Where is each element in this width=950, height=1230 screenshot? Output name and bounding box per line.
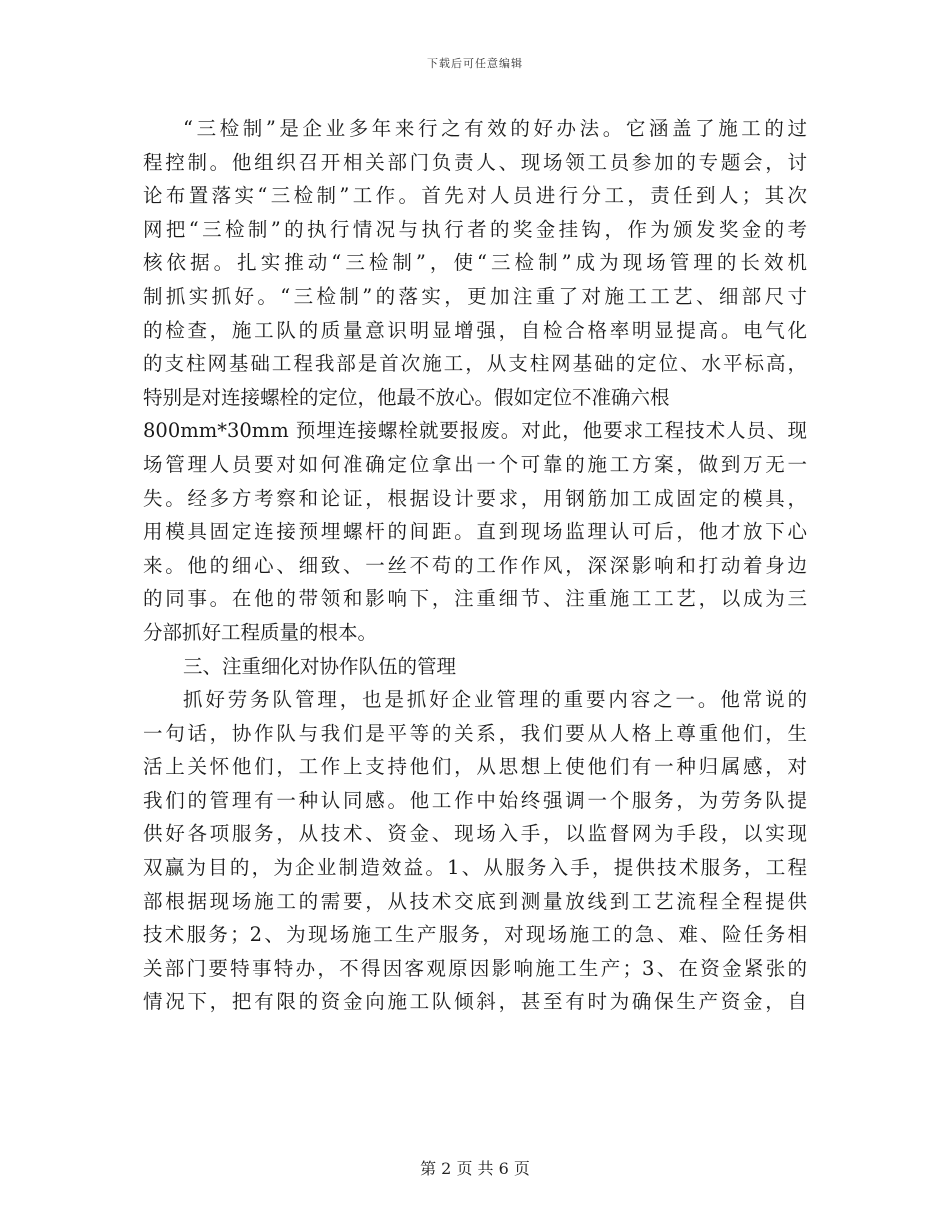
text-line: 技术服务；2、为现场施工生产服务，对现场施工的急、难、险任务相 [143, 923, 807, 947]
text-line: 程控制。他组织召开相关部门负责人、现场领工员参加的专题会，讨 [143, 150, 807, 174]
text-line: 的支柱网基础工程我部是首次施工，从支柱网基础的定位、水平标高， [143, 352, 807, 376]
text-line: 活上关怀他们，工作上支持他们，从思想上使他们有一种归属感，对 [143, 755, 807, 779]
document-body [143, 112, 807, 1019]
text-line: 双赢为目的，为企业制造效益。1、从服务入手，提供技术服务，工程 [143, 856, 807, 880]
text-line: 供好各项服务，从技术、资金、现场入手，以监督网为手段，以实现 [143, 822, 807, 846]
text-line: 论布置落实“三检制”工作。首先对人员进行分工，责任到人；其次 [143, 184, 807, 208]
text-line: 特别是对连接螺栓的定位，他最不放心。假如定位不准确六根 [143, 385, 670, 409]
text-line: 关部门要特事特办，不得因客观原因影响施工生产；3、在资金紧张的 [143, 956, 807, 980]
text-line: 情况下，把有限的资金向施工队倾斜，甚至有时为确保生产资金，自 [143, 990, 807, 1014]
text-line: 核依据。扎实推动“三检制”，使“三检制”成为现场管理的长效机 [143, 251, 807, 275]
section-heading: 三、注重细化对协作队伍的管理 [183, 654, 457, 678]
text-line: 部根据现场施工的需要，从技术交底到测量放线到工艺流程全程提供 [143, 889, 807, 913]
text-line: 800mm*30mm 预埋连接螺栓就要报废。对此，他要求工程技术人员、现 [143, 419, 807, 443]
text-line: 的检查，施工队的质量意识明显增强，自检合格率明显提高。电气化 [143, 318, 807, 342]
text-line: 用模具固定连接预埋螺杆的间距。直到现场监理认可后，他才放下心 [143, 520, 807, 544]
text-line: 分部抓好工程质量的根本。 [143, 620, 378, 644]
text-line: 失。经多方考察和论证，根据设计要求，用钢筋加工成固定的模具， [143, 486, 807, 510]
text-line: 制抓实抓好。“三检制”的落实，更加注重了对施工工艺、细部尺寸 [143, 284, 807, 308]
text-line: 来。他的细心、细致、一丝不苟的工作作风，深深影响和打动着身边 [143, 553, 807, 577]
text-line: 网把“三检制”的执行情况与执行者的奖金挂钩，作为颁发奖金的考 [143, 217, 807, 241]
text-line: 的同事。在他的带领和影响下，注重细节、注重施工工艺，以成为三 [143, 587, 807, 611]
text-line: 我们的管理有一种认同感。他工作中始终强调一个服务，为劳务队提 [143, 788, 807, 812]
text-line: 场管理人员要对如何准确定位拿出一个可靠的施工方案，做到万无一 [143, 452, 807, 476]
page-header-note: 下载后可任意编辑 [427, 57, 523, 70]
text-line: 抓好劳务队管理，也是抓好企业管理的重要内容之一。他常说的 [183, 688, 807, 712]
text-line: 一句话，协作队与我们是平等的关系，我们要从人格上尊重他们，生 [143, 721, 807, 745]
page-number: 第 2 页 共 6 页 [420, 1159, 530, 1178]
text-line: “三检制”是企业多年来行之有效的好办法。它涵盖了施工的过 [183, 117, 807, 140]
